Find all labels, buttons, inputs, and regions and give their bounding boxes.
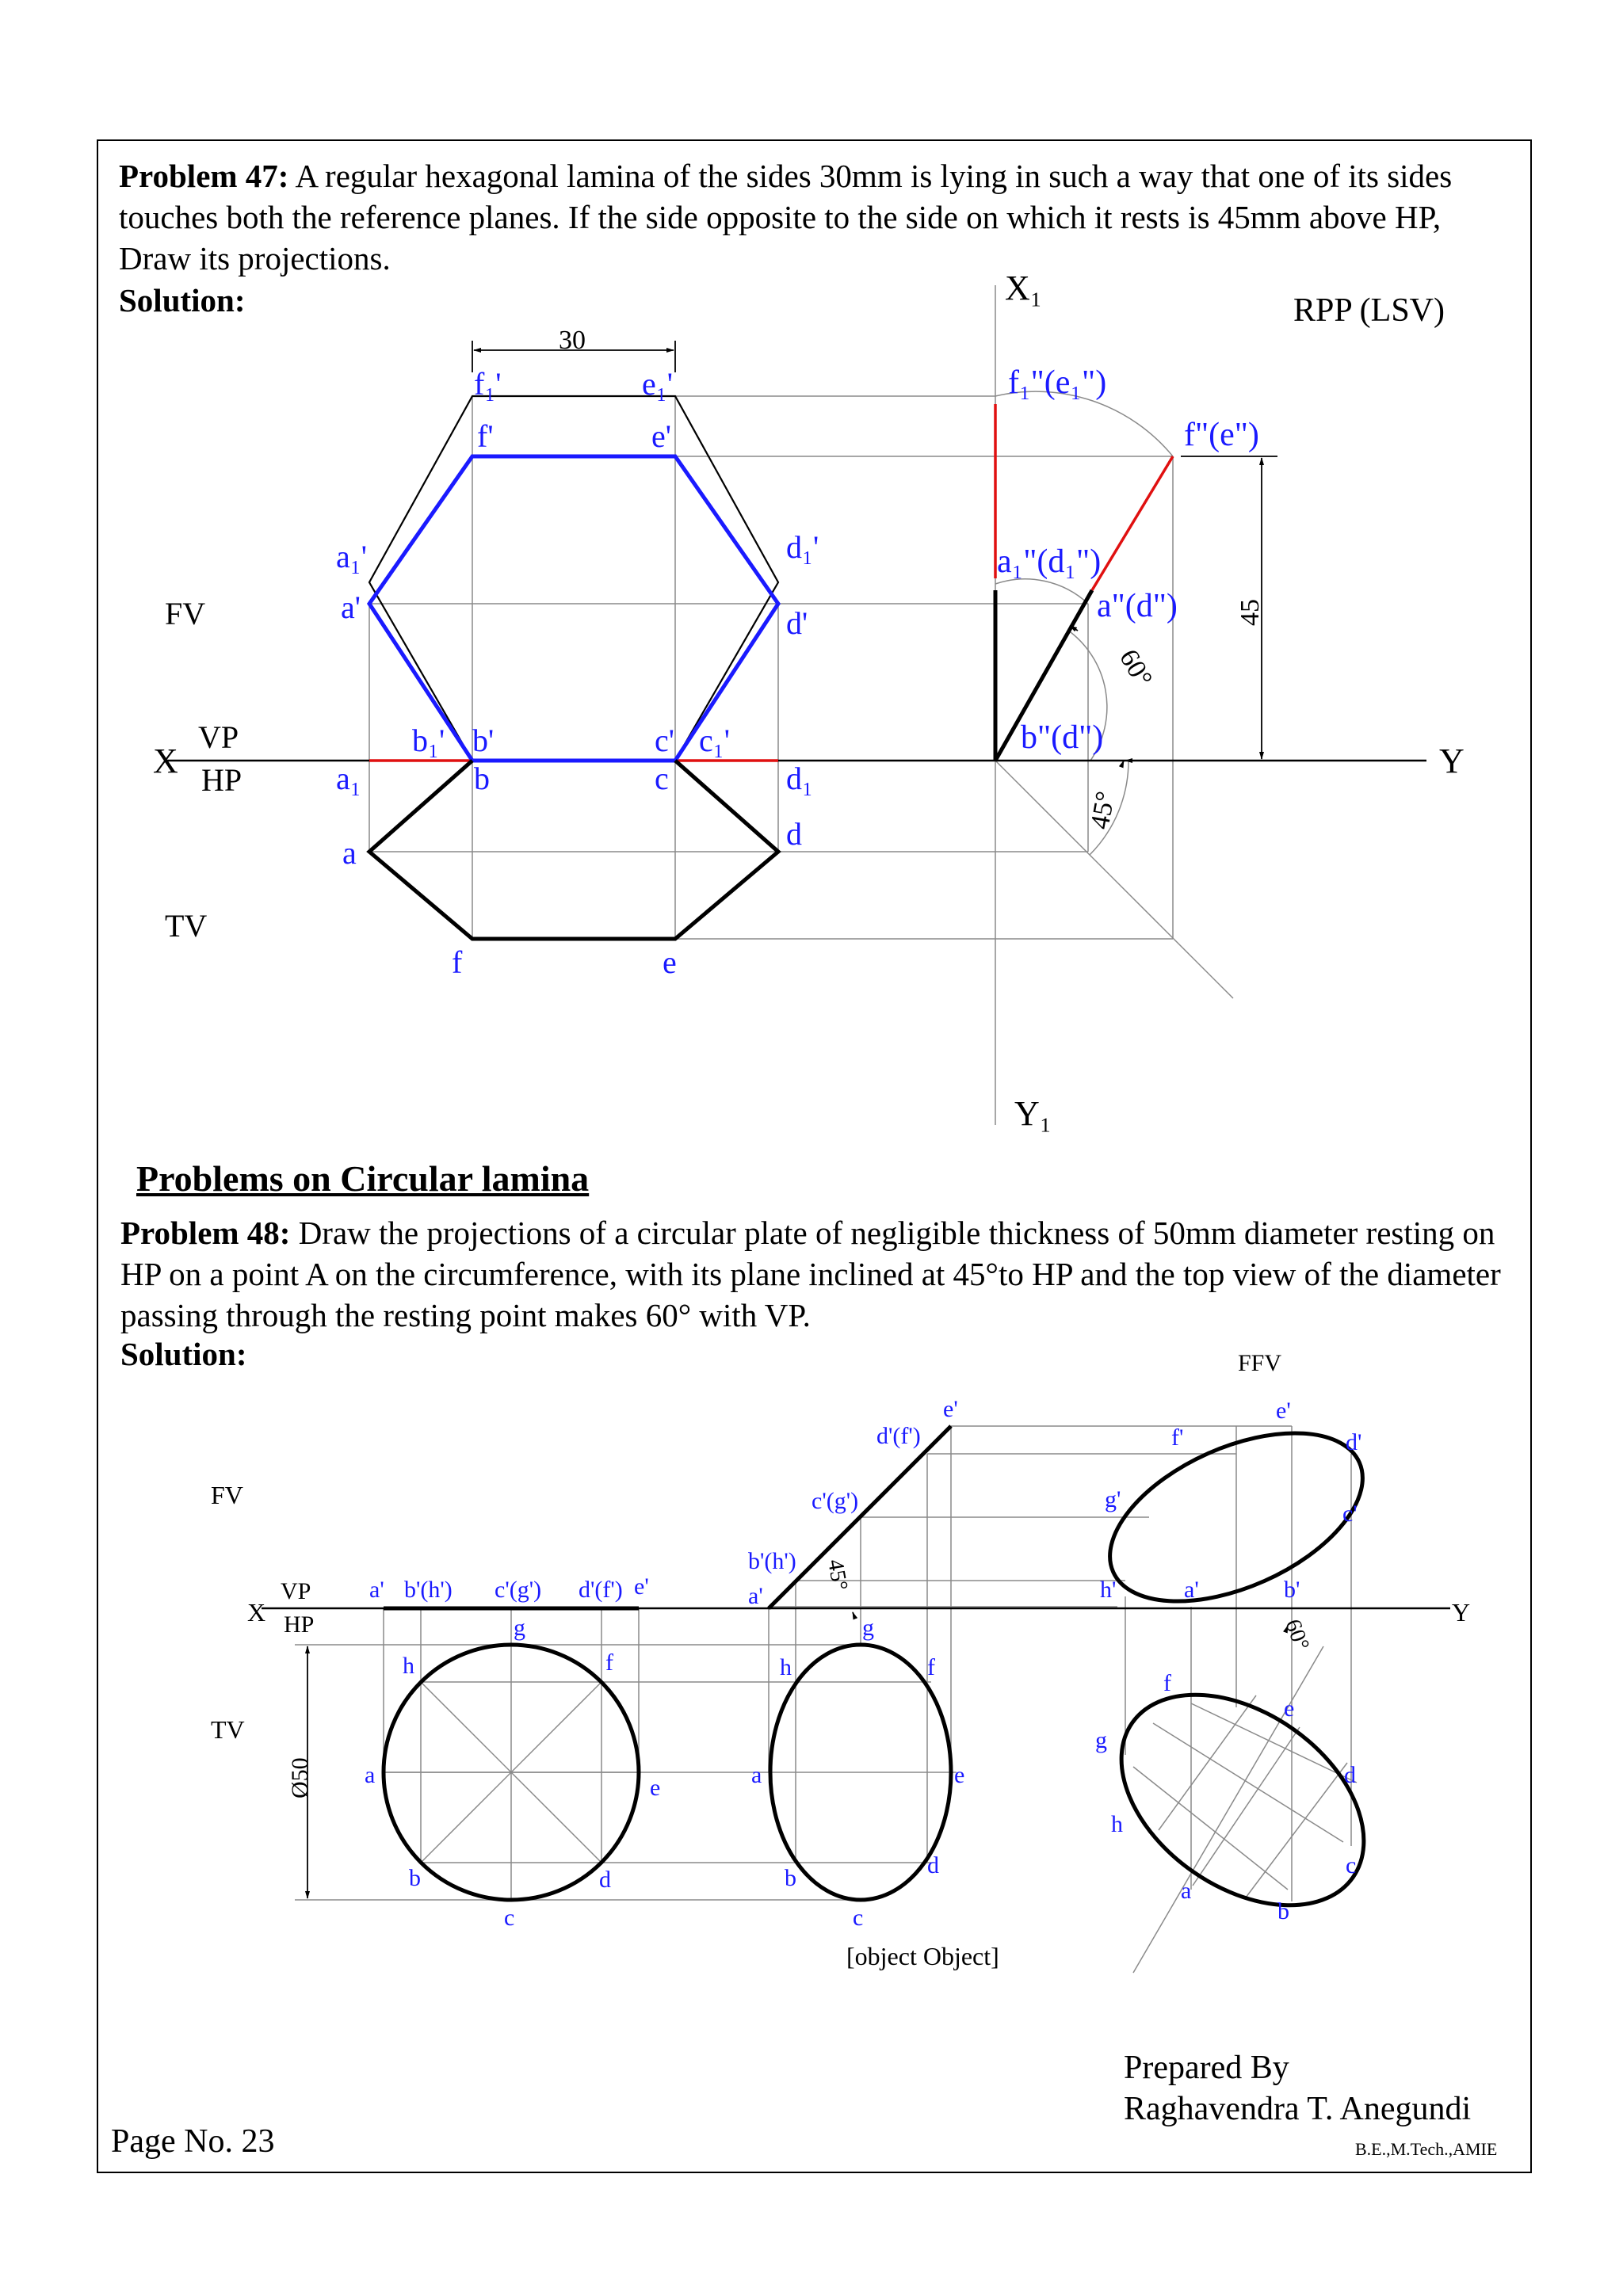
c-d: d — [599, 1867, 611, 1893]
dtv-b: b — [785, 1865, 796, 1891]
pt-a1p: a₁' — [336, 539, 367, 574]
pt-e1p: e₁' — [642, 366, 673, 402]
label-x-2: X — [247, 1598, 266, 1627]
label-vp-2: VP — [281, 1578, 311, 1604]
angle-60-label: 60° — [1113, 644, 1158, 692]
label-tv: TV — [165, 908, 208, 944]
hexagon-initial-fv — [369, 396, 778, 761]
dtv-h: h — [780, 1654, 792, 1680]
ffv-cp: c' — [1342, 1501, 1358, 1527]
c-b: b — [409, 1865, 421, 1891]
dim-30-label: 30 — [559, 326, 586, 355]
label-y-2: Y — [1452, 1598, 1471, 1627]
dim-d50-label: Ø50 — [287, 1757, 313, 1798]
problem-48-label: Problem 48: — [120, 1215, 291, 1251]
fv2-ap: a' — [748, 1583, 763, 1609]
ftv-h: h — [1111, 1811, 1123, 1837]
page-number: Page No. 23 — [111, 2123, 275, 2160]
dtv-d: d — [927, 1852, 939, 1878]
projector-lines — [369, 285, 1233, 1125]
label-tv-2: TV — [211, 1715, 245, 1744]
ftv-e: e — [1284, 1695, 1295, 1722]
ffv-fp: f' — [1171, 1425, 1184, 1451]
problem-48-solution: Solution: — [120, 1336, 247, 1372]
angle-45-2-label: 45° — [823, 1557, 853, 1592]
label-y: Y — [1439, 742, 1465, 780]
pt-b: b — [474, 761, 490, 796]
author-name: Raghavendra T. Anegundi — [1124, 2091, 1472, 2127]
pt-a: a — [342, 835, 357, 871]
problem-47-label: Problem 47: — [119, 158, 289, 194]
label-ffv: FFV — [1238, 1350, 1282, 1376]
c-e: e — [650, 1775, 661, 1801]
fv2-df: d'(f') — [876, 1423, 921, 1449]
c-g: g — [514, 1615, 525, 1641]
c-a: a — [365, 1762, 376, 1788]
ellipse-final-tv — [1083, 1651, 1403, 1948]
pt-a1: a₁ — [336, 761, 361, 796]
prepared-by: Prepared By — [1124, 2050, 1289, 2086]
problem-47-text: A regular hexagonal lamina of the sides 30mm is lying in such a way that one of its sides touches both the reference planes. If the side opposite to the side on which it rests is 45mm above HP, Draw its projections. — [119, 158, 1453, 277]
label-x1: X₁ — [1005, 269, 1043, 307]
c-h: h — [403, 1653, 414, 1679]
c-f: f — [605, 1650, 613, 1676]
pt-c1p: c₁' — [699, 723, 730, 758]
hexagon-tv — [369, 761, 778, 939]
pt-f1p: f₁' — [474, 366, 502, 402]
dtv-g: g — [862, 1615, 874, 1641]
pt-fp: f' — [477, 418, 494, 454]
label-hp: HP — [201, 762, 242, 798]
label-y1: Y₁ — [1014, 1094, 1052, 1133]
label-x: X — [153, 742, 178, 780]
ftv-f: f — [1163, 1670, 1171, 1696]
ffv-dp: d' — [1346, 1429, 1362, 1455]
fv1-ap: a' — [369, 1577, 384, 1603]
pt-ad: a"(d") — [1097, 588, 1178, 624]
label-rpp: RPP (LSV) — [1293, 292, 1445, 329]
author-degrees: B.E.,M.Tech.,AMIE — [1355, 2139, 1498, 2159]
ffv-ep: e' — [1276, 1398, 1291, 1424]
dtv-e: e — [954, 1762, 965, 1788]
ffv-bp: b' — [1284, 1577, 1300, 1603]
pt-f: f — [452, 944, 463, 980]
dtv-c: c — [853, 1905, 864, 1931]
ftv-d: d — [1344, 1762, 1356, 1788]
ffv-gp: g' — [1105, 1486, 1121, 1512]
pt-ap: a' — [341, 589, 361, 625]
fv1-cg: c'(g') — [495, 1577, 542, 1603]
diagram-circle — [211, 1350, 1470, 1973]
problem-48-text: Draw the projections of a circular plate of negligible thickness of 50mm diameter resting on HP on a point A on the circumference, with its plane inclined at 45°to HP and the top view of the diameter passing through the resting point makes 60° with VP. — [120, 1215, 1501, 1333]
ffv-ap: a' — [1184, 1577, 1199, 1603]
pt-d: d — [786, 816, 802, 852]
pt-a1d1: a₁"(d₁") — [997, 543, 1102, 580]
fv2-cg: c'(g') — [812, 1488, 859, 1514]
angle-60-2-label: 60° — [1280, 1615, 1314, 1654]
pt-f1e1: f₁"(e₁") — [1008, 364, 1107, 401]
label-vp: VP — [198, 719, 239, 755]
label-dtv: [object Object] — [846, 1942, 999, 1970]
pt-bd: b"(d") — [1021, 719, 1104, 756]
fv2-ep: e' — [943, 1396, 958, 1422]
ftv-c: c — [1346, 1852, 1357, 1878]
dtv-f: f — [927, 1654, 935, 1680]
label-fv: FV — [165, 596, 206, 631]
pt-bp: b' — [472, 723, 495, 758]
c-c: c — [504, 1905, 515, 1931]
pt-cp: c' — [655, 723, 674, 758]
diagram-hexagon — [153, 269, 1465, 1133]
fv2-bh: b'(h') — [748, 1548, 796, 1574]
pt-b1p: b₁' — [412, 723, 445, 758]
pt-dp: d' — [786, 605, 808, 641]
ftv-a: a — [1181, 1878, 1192, 1904]
dim-45-label: 45 — [1235, 599, 1265, 626]
pt-e: e — [663, 944, 677, 980]
section-title: Problems on Circular lamina — [136, 1158, 590, 1199]
hexagon-final-fv — [369, 456, 778, 761]
fv1-ep: e' — [634, 1573, 649, 1600]
label-hp-2: HP — [284, 1611, 315, 1638]
fv1-df: d'(f') — [579, 1577, 623, 1603]
label-fv-2: FV — [211, 1481, 243, 1509]
pt-ep: e' — [651, 418, 671, 454]
dtv-a: a — [751, 1762, 762, 1788]
ftv-g: g — [1095, 1727, 1107, 1753]
pt-d1: d₁ — [786, 761, 813, 796]
ffv-hp: h' — [1100, 1577, 1117, 1603]
pt-d1p: d₁' — [786, 529, 819, 565]
fv1-bh: b'(h') — [404, 1577, 453, 1603]
pt-fe: f"(e") — [1184, 417, 1259, 453]
pt-c: c — [655, 761, 669, 796]
ftv-b: b — [1277, 1898, 1289, 1924]
problem-47-solution: Solution: — [119, 282, 246, 318]
angle-45-label: 45° — [1085, 789, 1121, 832]
